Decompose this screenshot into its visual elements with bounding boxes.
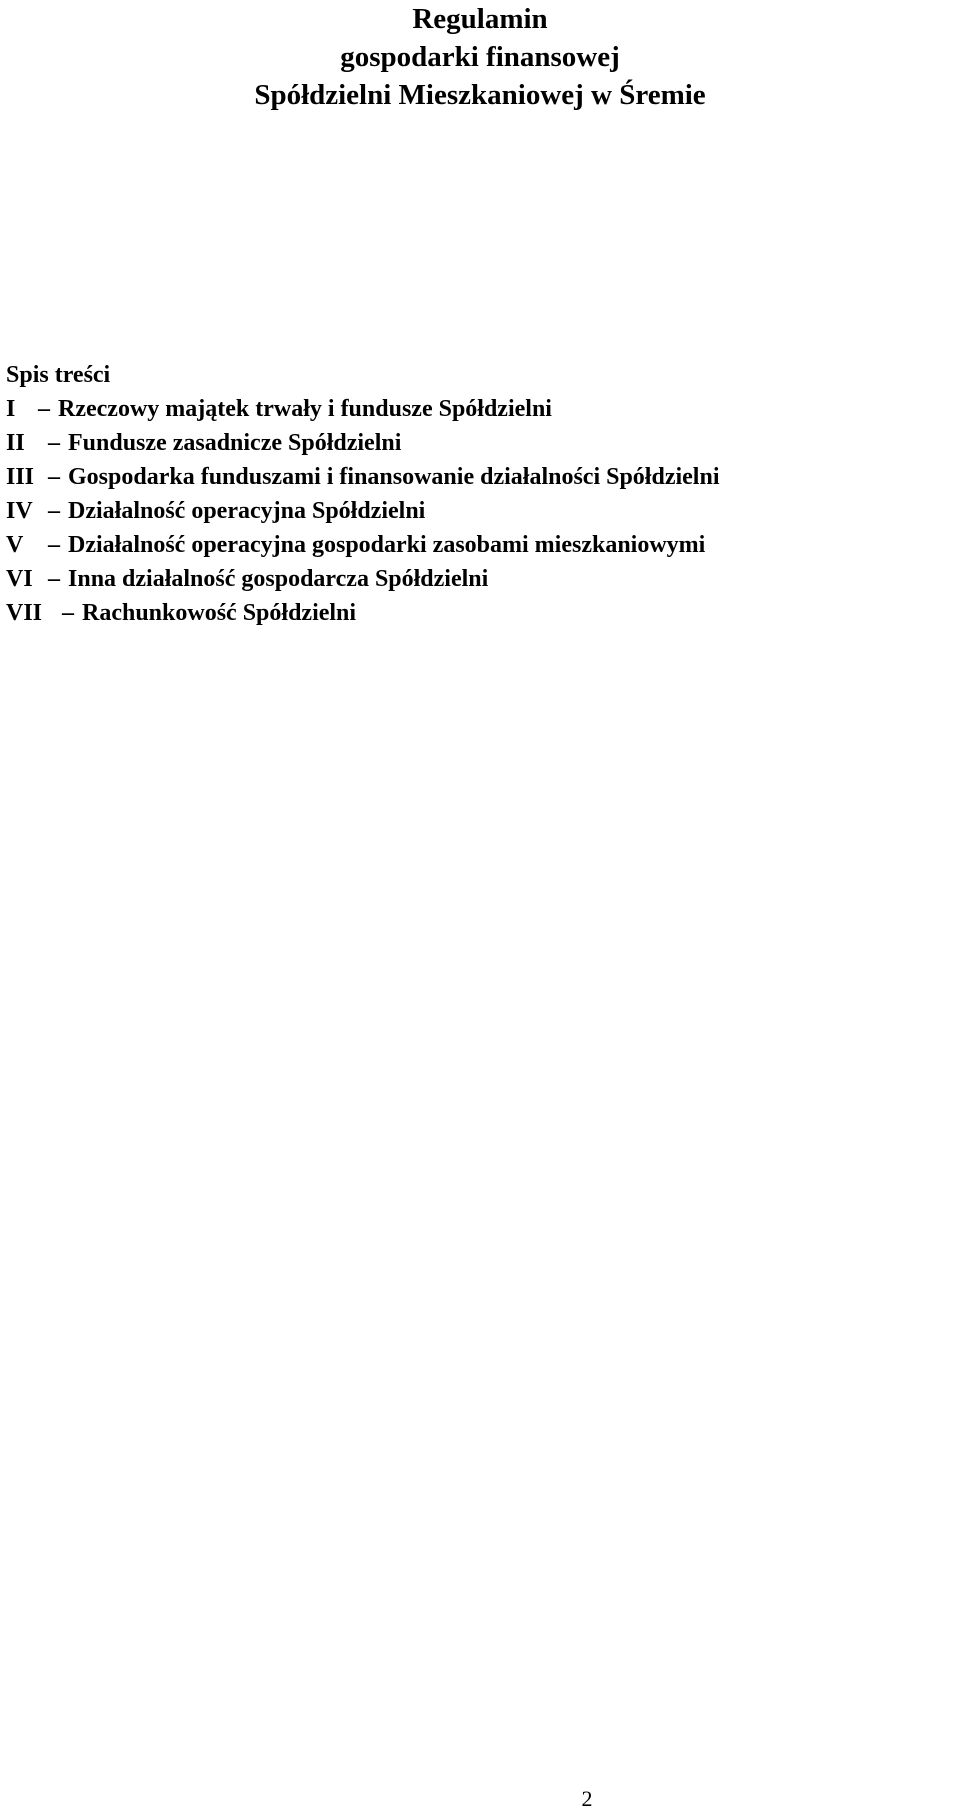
toc-item-title: Fundusze zasadnicze Spółdzielni <box>68 430 402 456</box>
toc-item-dash: – <box>48 464 60 490</box>
table-of-contents <box>6 358 956 630</box>
title-line-3: Spółdzielni Mieszkaniowej w Śremie <box>254 79 706 111</box>
toc-item-number: VI <box>6 566 33 592</box>
toc-item-dash: – <box>48 532 60 558</box>
toc-item-number: IV <box>6 498 33 524</box>
toc-item-title: Działalność operacyjna Spółdzielni <box>68 498 426 524</box>
toc-item-4 <box>6 494 956 528</box>
toc-item-6 <box>6 562 956 596</box>
toc-item-title: Rzeczowy majątek trwały i fundusze Spółdzielni <box>58 396 552 422</box>
toc-item-7 <box>6 596 956 630</box>
toc-item-dash: – <box>48 498 60 524</box>
toc-item-dash: – <box>48 566 60 592</box>
toc-item-1 <box>6 392 956 426</box>
toc-heading: Spis treści <box>6 362 111 388</box>
toc-item-3 <box>6 460 956 494</box>
title-line-1: Regulamin <box>412 3 548 35</box>
page-number <box>0 1786 960 1812</box>
toc-item-title: Rachunkowość Spółdzielni <box>82 600 357 626</box>
toc-item-dash: – <box>48 430 60 456</box>
toc-item-dash: – <box>38 396 50 422</box>
toc-item-number: III <box>6 464 35 490</box>
page-number-text: 2 <box>581 1786 593 1811</box>
toc-item-number: VII <box>6 600 43 626</box>
document-title <box>0 0 960 114</box>
toc-item-number: I <box>6 396 16 422</box>
title-line-2: gospodarki finansowej <box>340 41 620 73</box>
toc-item-2 <box>6 426 956 460</box>
toc-item-number: II <box>6 430 25 456</box>
toc-item-dash: – <box>62 600 74 626</box>
toc-item-title: Inna działalność gospodarcza Spółdzielni <box>68 566 489 592</box>
toc-item-title: Działalność operacyjna gospodarki zasobami mieszkaniowymi <box>68 532 706 558</box>
toc-item-title: Gospodarka funduszami i finansowanie działalności Spółdzielni <box>68 464 720 490</box>
toc-item-number: V <box>6 532 24 558</box>
toc-item-5 <box>6 528 956 562</box>
